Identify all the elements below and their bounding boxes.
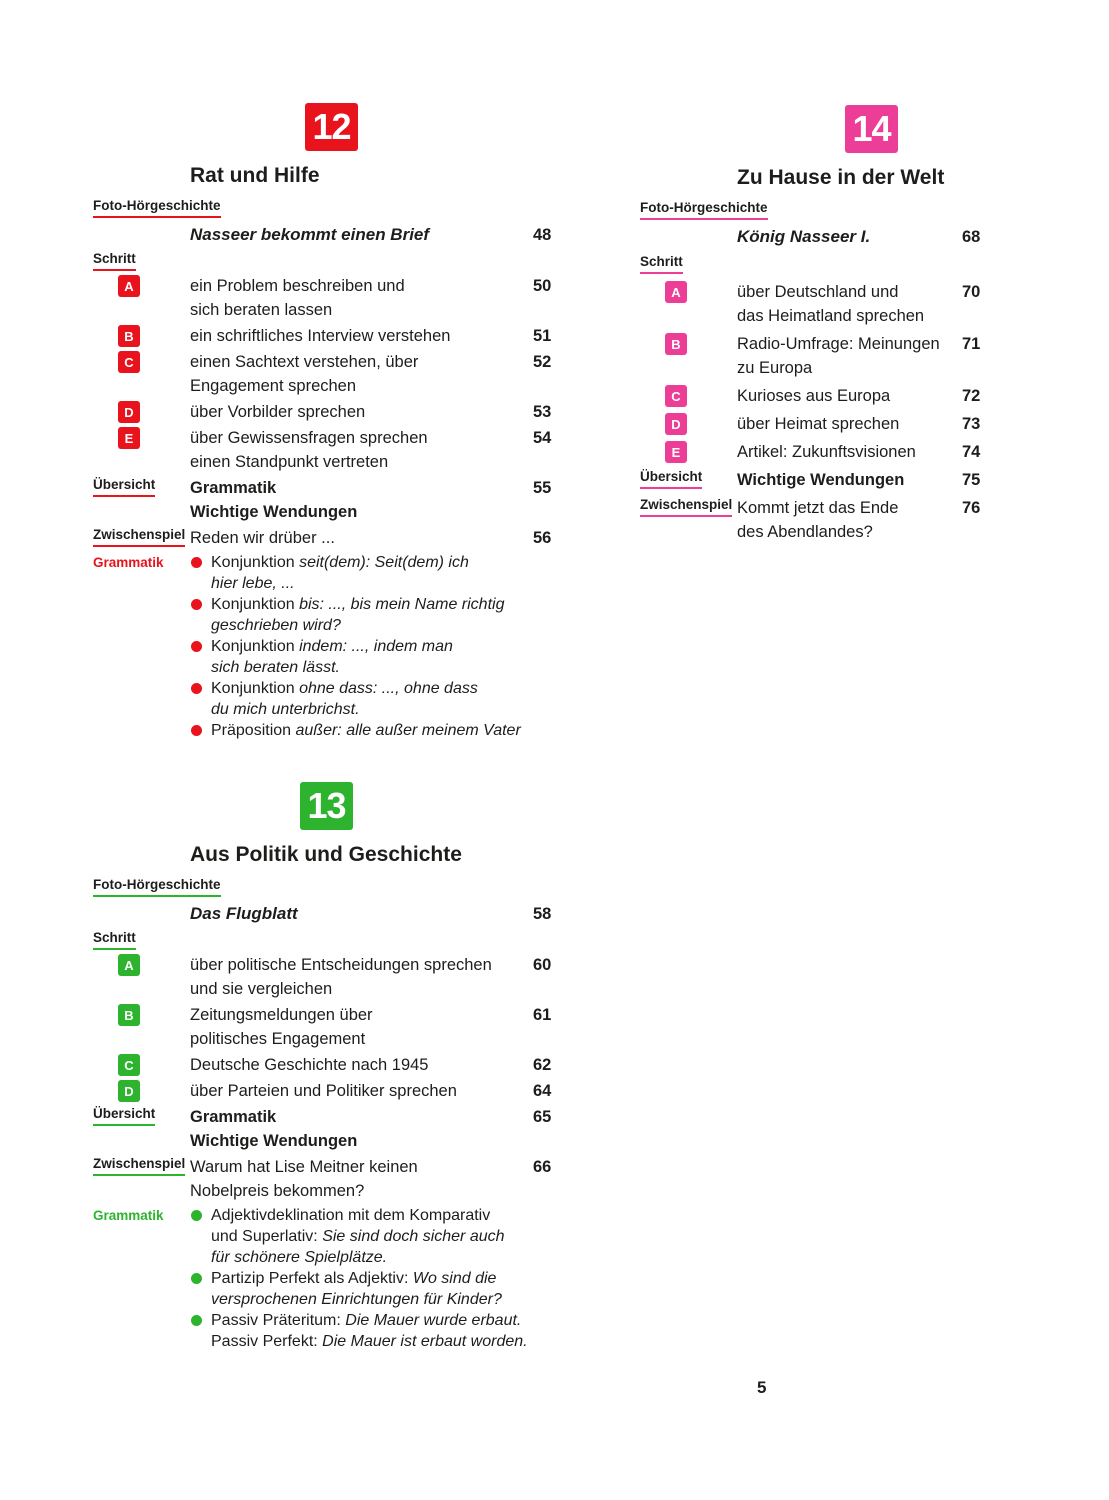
story-title: Nasseer bekommt einen Brief (190, 225, 430, 244)
step-text-line: Radio-Umfrage: Meinungen (737, 335, 940, 353)
step-row-d (93, 400, 583, 424)
step-row-c (93, 350, 583, 398)
step-text-line: Kurioses aus Europa (737, 387, 891, 405)
grammar-bullet (190, 678, 583, 720)
chapter-13-number-badge (300, 782, 353, 830)
grammar-example: Sie sind doch sicher auch (322, 1228, 505, 1245)
step-text-line: politisches Engagement (190, 1030, 366, 1048)
section-label-schritt: Schritt (640, 254, 683, 274)
page-ref: 62 (533, 1056, 552, 1074)
page-ref: 68 (962, 228, 981, 246)
step-row-a (93, 953, 583, 1001)
step-row-a (640, 280, 1002, 328)
grammar-example: ohne dass: ..., ohne dass (299, 680, 478, 697)
step-text-line: Deutsche Geschichte nach 1945 (190, 1056, 429, 1074)
grammar-text: und Superlativ: (211, 1228, 323, 1245)
chapter-12-title: Rat und Hilfe (190, 164, 320, 187)
page-ref: 76 (962, 499, 981, 517)
grammar-example: versprochenen Einrichtungen für Kinder? (211, 1291, 502, 1308)
page-ref: 58 (533, 905, 552, 923)
grammar-example: seit(dem): Seit(dem) ich (299, 554, 469, 571)
step-text-line: sich beraten lassen (190, 301, 333, 319)
section-label-grammatik: Grammatik (93, 1208, 164, 1223)
page-ref: 65 (533, 1108, 552, 1126)
page-ref: 56 (533, 529, 552, 547)
step-text-line: über Deutschland und (737, 283, 899, 301)
step-row-e (93, 426, 583, 474)
story-title: König Nasseer I. (737, 227, 871, 246)
step-text-line: einen Sachtext verstehen, über (190, 353, 419, 371)
step-text-line: und sie vergleichen (190, 980, 333, 998)
step-row-d (93, 1079, 583, 1103)
grammar-bullet (190, 594, 583, 636)
grammar-example: hier lebe, ... (211, 575, 295, 592)
chapter-14-number: 14 (852, 108, 891, 149)
bullet-dot-icon (191, 1273, 202, 1284)
bullet-dot-icon (191, 641, 202, 652)
step-badge-a: A (118, 275, 140, 297)
chapter-12 (93, 103, 583, 743)
section-foto-hoergeschichte (640, 199, 1002, 220)
bullet-dot-icon (191, 1315, 202, 1326)
grammar-text: Konjunktion (211, 554, 300, 571)
step-row-b (640, 332, 1002, 380)
chapter-14-number-badge (845, 105, 898, 153)
chapter-14-title: Zu Hause in der Welt (737, 166, 945, 189)
step-row-a (93, 274, 583, 322)
step-text-line: über Parteien und Politiker sprechen (190, 1082, 457, 1100)
story-title: Das Flugblatt (190, 904, 298, 923)
zwischenspiel-row (93, 1155, 583, 1203)
section-label-foto-hoergeschichte: Foto-Hörgeschichte (93, 877, 221, 897)
section-label-uebersicht: Übersicht (93, 477, 155, 497)
section-label-zwischenspiel: Zwischenspiel (640, 497, 732, 517)
step-row-c (93, 1053, 583, 1077)
step-text-line: ein Problem beschreiben und (190, 277, 405, 295)
step-text-line: über Vorbilder sprechen (190, 403, 366, 421)
grammar-example: sich beraten lässt. (211, 659, 340, 676)
chapter-13-title: Aus Politik und Geschichte (190, 843, 462, 866)
section-label-uebersicht: Übersicht (93, 1106, 155, 1126)
section-label-schritt: Schritt (93, 251, 136, 271)
step-badge-a: A (665, 281, 687, 303)
grammatik-row (93, 1205, 583, 1352)
page-ref: 75 (962, 471, 981, 489)
grammar-example: Die Mauer wurde erbaut. (345, 1312, 522, 1329)
uebersicht-line: Grammatik (190, 479, 277, 497)
grammar-bullet (190, 1268, 583, 1310)
story-row (93, 223, 583, 247)
grammatik-row (93, 552, 583, 741)
step-row-e (640, 440, 1002, 464)
uebersicht-line: Wichtige Wendungen (737, 471, 905, 489)
bullet-dot-icon (191, 683, 202, 694)
zwischenspiel-line: Kommt jetzt das Ende (737, 499, 899, 517)
page-number: 5 (757, 1378, 767, 1397)
step-badge-c: C (665, 385, 687, 407)
step-text-line: Engagement sprechen (190, 377, 357, 395)
chapter-12-number-badge (305, 103, 358, 151)
grammar-bullet (190, 1310, 583, 1352)
step-row-c (640, 384, 1002, 408)
step-badge-e: E (665, 441, 687, 463)
page-ref: 60 (533, 956, 552, 974)
step-text-line: einen Standpunkt vertreten (190, 453, 389, 471)
step-text-line: über politische Entscheidungen sprechen (190, 956, 492, 974)
step-row-d (640, 412, 1002, 436)
page-ref: 70 (962, 283, 981, 301)
uebersicht-line: Wichtige Wendungen (190, 503, 358, 521)
bullet-dot-icon (191, 1210, 202, 1221)
section-foto-hoergeschichte (93, 876, 583, 897)
page-ref: 54 (533, 429, 552, 447)
grammar-bullet (190, 720, 583, 741)
section-label-uebersicht: Übersicht (640, 469, 702, 489)
grammar-example: für schönere Spielplätze. (211, 1249, 388, 1266)
step-badge-b: B (118, 325, 140, 347)
page-ref: 51 (533, 327, 552, 345)
zwischenspiel-line: Reden wir drüber ... (190, 529, 335, 547)
grammar-example: indem: ..., indem man (299, 638, 453, 655)
uebersicht-line: Wichtige Wendungen (190, 1132, 358, 1150)
step-badge-b: B (118, 1004, 140, 1026)
page-ref: 73 (962, 415, 981, 433)
step-badge-a: A (118, 954, 140, 976)
section-label-foto-hoergeschichte: Foto-Hörgeschichte (640, 200, 768, 220)
grammar-text: Präposition (211, 722, 296, 739)
page-ref: 48 (533, 226, 552, 244)
section-label-zwischenspiel: Zwischenspiel (93, 1156, 185, 1176)
step-badge-c: C (118, 1054, 140, 1076)
grammar-text: Konjunktion (211, 680, 300, 697)
grammar-text: Adjektivdeklination mit dem Komparativ (211, 1207, 491, 1224)
step-text-line: Artikel: Zukunftsvisionen (737, 443, 916, 461)
section-label-schritt: Schritt (93, 930, 136, 950)
grammar-example: außer: alle außer meinem Vater (295, 722, 521, 739)
uebersicht-line: Grammatik (190, 1108, 277, 1126)
story-row (640, 225, 1002, 249)
grammar-text: Partizip Perfekt als Adjektiv: (211, 1270, 413, 1287)
grammar-text: Konjunktion (211, 638, 300, 655)
step-badge-c: C (118, 351, 140, 373)
bullet-dot-icon (191, 557, 202, 568)
grammar-example: du mich unterbrichst. (211, 701, 360, 718)
step-text-line: zu Europa (737, 359, 813, 377)
chapter-12-number: 12 (312, 106, 351, 147)
step-text-line: über Gewissensfragen sprechen (190, 429, 428, 447)
chapter-13 (93, 782, 583, 1354)
bullet-dot-icon (191, 725, 202, 736)
grammar-example: geschrieben wird? (211, 617, 341, 634)
step-row-b (93, 324, 583, 348)
grammar-text: Passiv Präteritum: (211, 1312, 346, 1329)
page-ref: 55 (533, 479, 552, 497)
page-ref: 50 (533, 277, 552, 295)
grammar-bullet (190, 552, 583, 594)
page-ref: 61 (533, 1006, 552, 1024)
step-text-line: Zeitungsmeldungen über (190, 1006, 373, 1024)
page-ref: 53 (533, 403, 552, 421)
step-text-line: über Heimat sprechen (737, 415, 900, 433)
step-badge-d: D (118, 401, 140, 423)
grammar-example: Die Mauer ist erbaut worden. (322, 1333, 528, 1350)
bullet-dot-icon (191, 599, 202, 610)
zwischenspiel-line: Warum hat Lise Meitner keinen (190, 1158, 418, 1176)
page-ref: 66 (533, 1158, 552, 1176)
page-ref: 52 (533, 353, 552, 371)
grammar-bullet (190, 1205, 583, 1268)
grammar-text: Konjunktion (211, 596, 300, 613)
step-text-line: das Heimatland sprechen (737, 307, 925, 325)
zwischenspiel-line: Nobelpreis bekommen? (190, 1182, 365, 1200)
grammar-text: Passiv Perfekt: (211, 1333, 323, 1350)
step-badge-b: B (665, 333, 687, 355)
step-row-b (93, 1003, 583, 1051)
story-row (93, 902, 583, 926)
step-badge-e: E (118, 427, 140, 449)
section-label-zwischenspiel: Zwischenspiel (93, 527, 185, 547)
step-text-line: ein schriftliches Interview verstehen (190, 327, 451, 345)
grammar-example: bis: ..., bis mein Name richtig (299, 596, 505, 613)
zwischenspiel-row (640, 496, 1002, 544)
zwischenspiel-line: des Abendlandes? (737, 523, 873, 541)
page-ref: 71 (962, 335, 981, 353)
page-ref: 64 (533, 1082, 552, 1100)
grammar-bullet (190, 636, 583, 678)
section-schritt (93, 250, 583, 271)
zwischenspiel-row (93, 526, 583, 550)
section-schritt (93, 929, 583, 950)
section-schritt (640, 253, 1002, 274)
step-badge-d: D (118, 1080, 140, 1102)
section-foto-hoergeschichte (93, 197, 583, 218)
section-label-foto-hoergeschichte: Foto-Hörgeschichte (93, 198, 221, 218)
section-label-grammatik: Grammatik (93, 555, 164, 570)
page-ref: 72 (962, 387, 981, 405)
grammar-example: Wo sind die (412, 1270, 497, 1287)
uebersicht-row (93, 476, 583, 524)
uebersicht-row (640, 468, 1002, 492)
page-ref: 74 (962, 443, 981, 461)
chapter-14 (640, 105, 1002, 548)
step-badge-d: D (665, 413, 687, 435)
chapter-13-number: 13 (307, 785, 346, 826)
uebersicht-row (93, 1105, 583, 1153)
